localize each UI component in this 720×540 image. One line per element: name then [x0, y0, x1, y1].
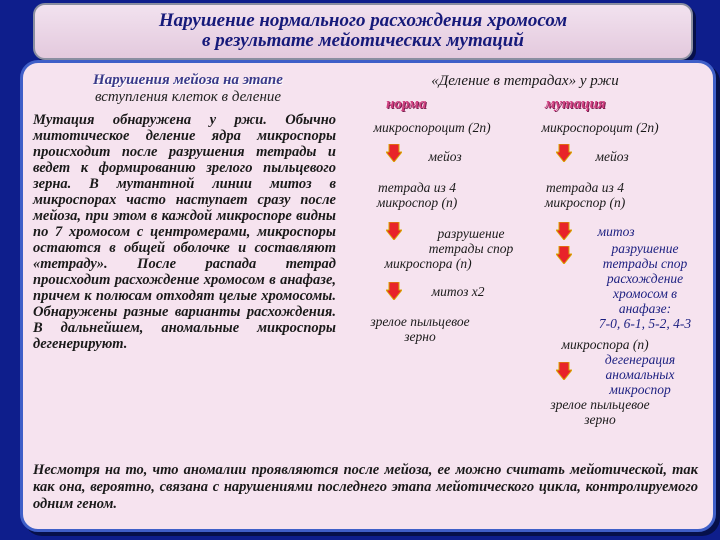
- norm-step-breakdown-line-2: тетрады спор: [428, 241, 514, 256]
- mut-step-breakdown-anaphase: [580, 241, 710, 331]
- title-line-2: в результате мейотических мутаций: [202, 30, 524, 51]
- norm-step-mitosis: митоз х2: [431, 284, 485, 299]
- norm-header: норма: [386, 96, 427, 112]
- mut-arrow-3-icon: [556, 246, 572, 264]
- left-header: [48, 72, 328, 106]
- mut-step-breakdown-line-3: расхождение: [606, 271, 684, 286]
- mut-step-tetrad: [530, 180, 640, 210]
- mut-step-tetrad-line-2: микроспор (n): [544, 195, 626, 210]
- mut-step-pollen-line-2: зерно: [584, 412, 616, 427]
- mut-step-mature-pollen: [520, 397, 680, 427]
- norm-arrow-1-icon: [386, 144, 402, 162]
- mut-step-degeneration-line-1: дегенерация: [604, 352, 676, 367]
- left-header-line-2: вступления клеток в деление: [94, 89, 282, 105]
- mut-step-breakdown-line-6: 7-0, 6-1, 5-2, 4-3: [598, 316, 692, 331]
- mut-arrow-2-icon: [556, 222, 572, 240]
- mut-step-microspore: микроспора (n): [561, 337, 649, 352]
- mut-step-tetrad-line-1: тетрада из 4: [546, 180, 624, 195]
- norm-step-microspore: микроспора (n): [384, 256, 472, 271]
- left-body-text: Мутация обнаружена у ржи. Обычно митотическое деление ядра микроспоры происходит после разрушения тетрады и ведет к формированию зрелого пыльцевого зерна. В мутантной линии митоз в микроспорах часто наступает сразу после мейоза, при этом в каждой микроспоре видны по 7 хромосом с центромерами, микроспоры остаются в общей оболочке и составляют «тетраду». После распада тетрад происходит расхождение хромосом в анафазе, причем к полюсам отходят целые хромосомы. Обнаружены разные варианты расхождения. В дальнейшем, аномальные микроспоры дегенерируют.: [33, 112, 336, 352]
- norm-step-microsporocyte: микроспороцит (2n): [373, 120, 491, 135]
- mut-step-breakdown-line-2: тетрады спор: [602, 256, 688, 271]
- norm-arrow-2-icon: [386, 222, 402, 240]
- title-line-1: Нарушение нормального расхождения хромосом: [158, 10, 568, 31]
- mut-step-breakdown-line-4: хромосом в: [612, 286, 678, 301]
- mut-step-breakdown-line-1: разрушение: [611, 241, 679, 256]
- norm-step-mature-pollen: [355, 314, 485, 344]
- mutation-header: мутация: [545, 96, 606, 112]
- mut-step-mitosis: митоз: [597, 224, 635, 239]
- norm-step-pollen-line-1: зрелое пыльцевое: [370, 314, 470, 329]
- mut-step-meiosis: мейоз: [595, 149, 629, 164]
- mut-arrow-1-icon: [556, 144, 572, 162]
- mut-step-degeneration-line-2: аномальных: [605, 367, 675, 382]
- mut-step-degeneration-line-3: микроспор: [609, 382, 671, 397]
- mut-step-microsporocyte: микроспороцит (2n): [541, 120, 659, 135]
- norm-step-tetrad-breakdown: [416, 226, 526, 256]
- scheme-title: «Деление в тетрадах» у ржи: [431, 73, 619, 89]
- norm-step-pollen-line-2: зерно: [404, 329, 436, 344]
- norm-arrow-3-icon: [386, 282, 402, 300]
- norm-step-tetrad: [362, 180, 472, 210]
- mut-step-degeneration: [580, 352, 700, 397]
- mut-step-breakdown-line-5: анафазе:: [618, 301, 672, 316]
- mut-step-pollen-line-1: зрелое пыльцевое: [550, 397, 650, 412]
- mut-arrow-4-icon: [556, 362, 572, 380]
- slide-title: [33, 3, 693, 60]
- norm-step-meiosis: мейоз: [428, 149, 462, 164]
- norm-step-tetrad-line-2: микроспор (n): [376, 195, 458, 210]
- norm-step-tetrad-line-1: тетрада из 4: [378, 180, 456, 195]
- bottom-conclusion-text: Несмотря на то, что аномалии проявляются после мейоза, ее можно считать мейотической, так как она, вероятно, связана с нарушениями последнего этапа мейотического цикла, контролируемого одним геном.: [33, 462, 698, 512]
- left-header-line-1: Нарушения мейоза на этапе: [93, 72, 283, 88]
- norm-step-breakdown-line-1: разрушение: [437, 226, 505, 241]
